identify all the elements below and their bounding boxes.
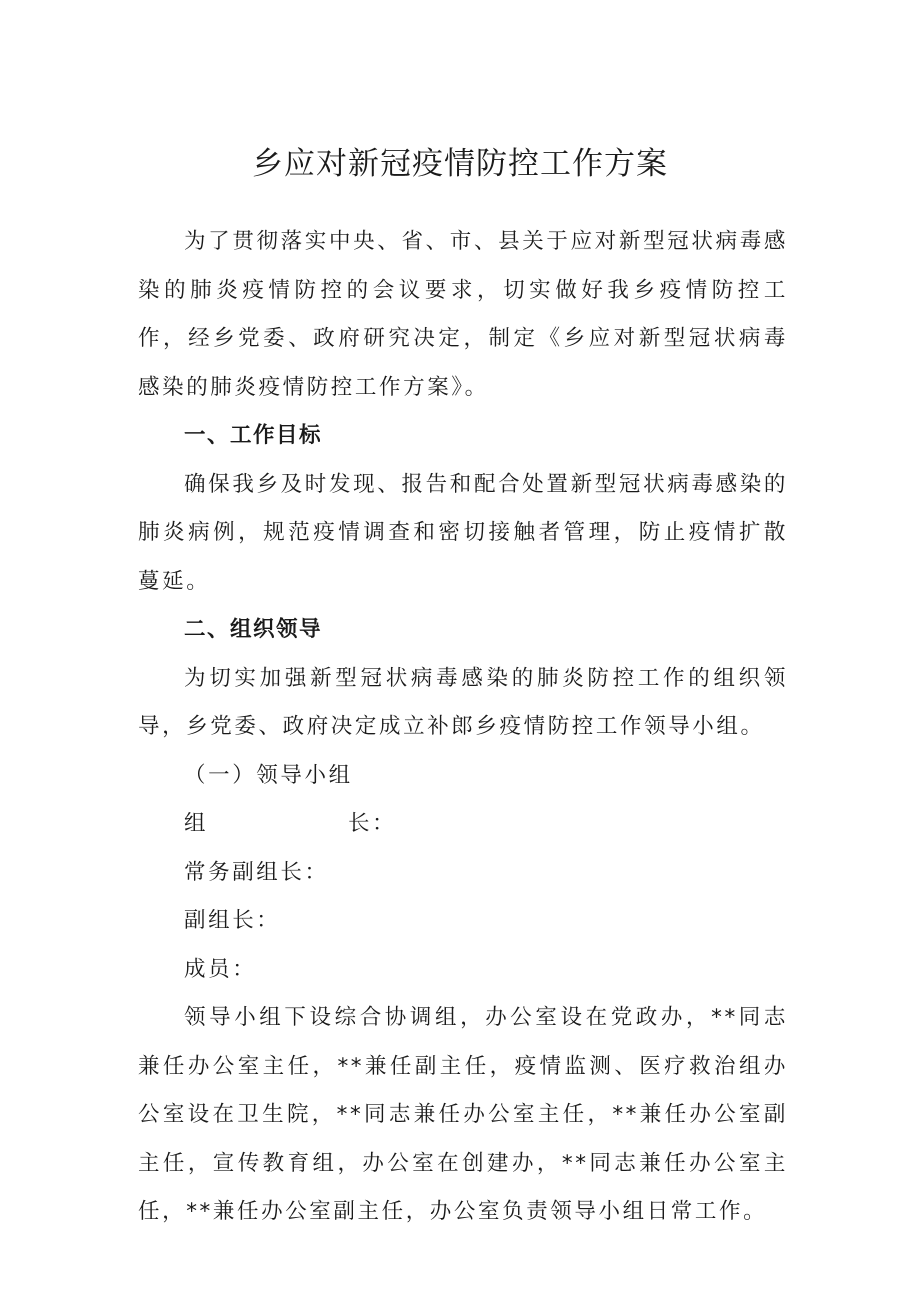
document-title: 乡应对新冠疫情防控工作方案: [252, 146, 668, 182]
section-heading-organization: 二、组织领导: [184, 617, 323, 642]
document-body: [138, 218, 788, 1237]
intro-paragraph: 为了贯彻落实中央、省、市、县关于应对新型冠状病毒感染的肺炎疫情防控的会议要求，切实做好我乡疫情防控工作，经乡党委、政府研究决定，制定《乡应对新型冠状病毒感染的肺炎疫情防控工作方案》。: [138, 229, 788, 400]
group-leader-label-part2: 长：: [348, 811, 397, 836]
deputy-leader-line: 副组长：: [184, 908, 281, 933]
executive-deputy-line: 常务副组长：: [184, 859, 329, 885]
organization-paragraph: 为切实加强新型冠状病毒感染的肺炎防控工作的组织领导，乡党委、政府决定成立补郎乡疫情防控工作领导小组。: [138, 665, 788, 739]
group-leader-label-part1: 组: [184, 811, 209, 836]
members-line: 成员：: [184, 956, 257, 982]
section-heading-goals: 一、工作目标: [184, 423, 323, 448]
office-paragraph: 领导小组下设综合协调组，办公室设在党政办，**同志兼任办公室主任，**兼任副主任，疫情监测、医疗救治组办公室设在卫生院，**同志兼任办公室主任，**兼任办公室副主任，宣传教育组，办公室在创建办，**同志兼任办公室主任，**兼任办公室副主任，办公室负责领导小组日常工作。: [138, 1005, 788, 1224]
subheading-leading-group: （一）领导小组: [184, 762, 353, 788]
goals-paragraph: 确保我乡及时发现、报告和配合处置新型冠状病毒感染的肺炎病例，规范疫情调查和密切接触者管理，防止疫情扩散蔓延。: [138, 471, 788, 594]
group-leader-line: [138, 800, 788, 849]
